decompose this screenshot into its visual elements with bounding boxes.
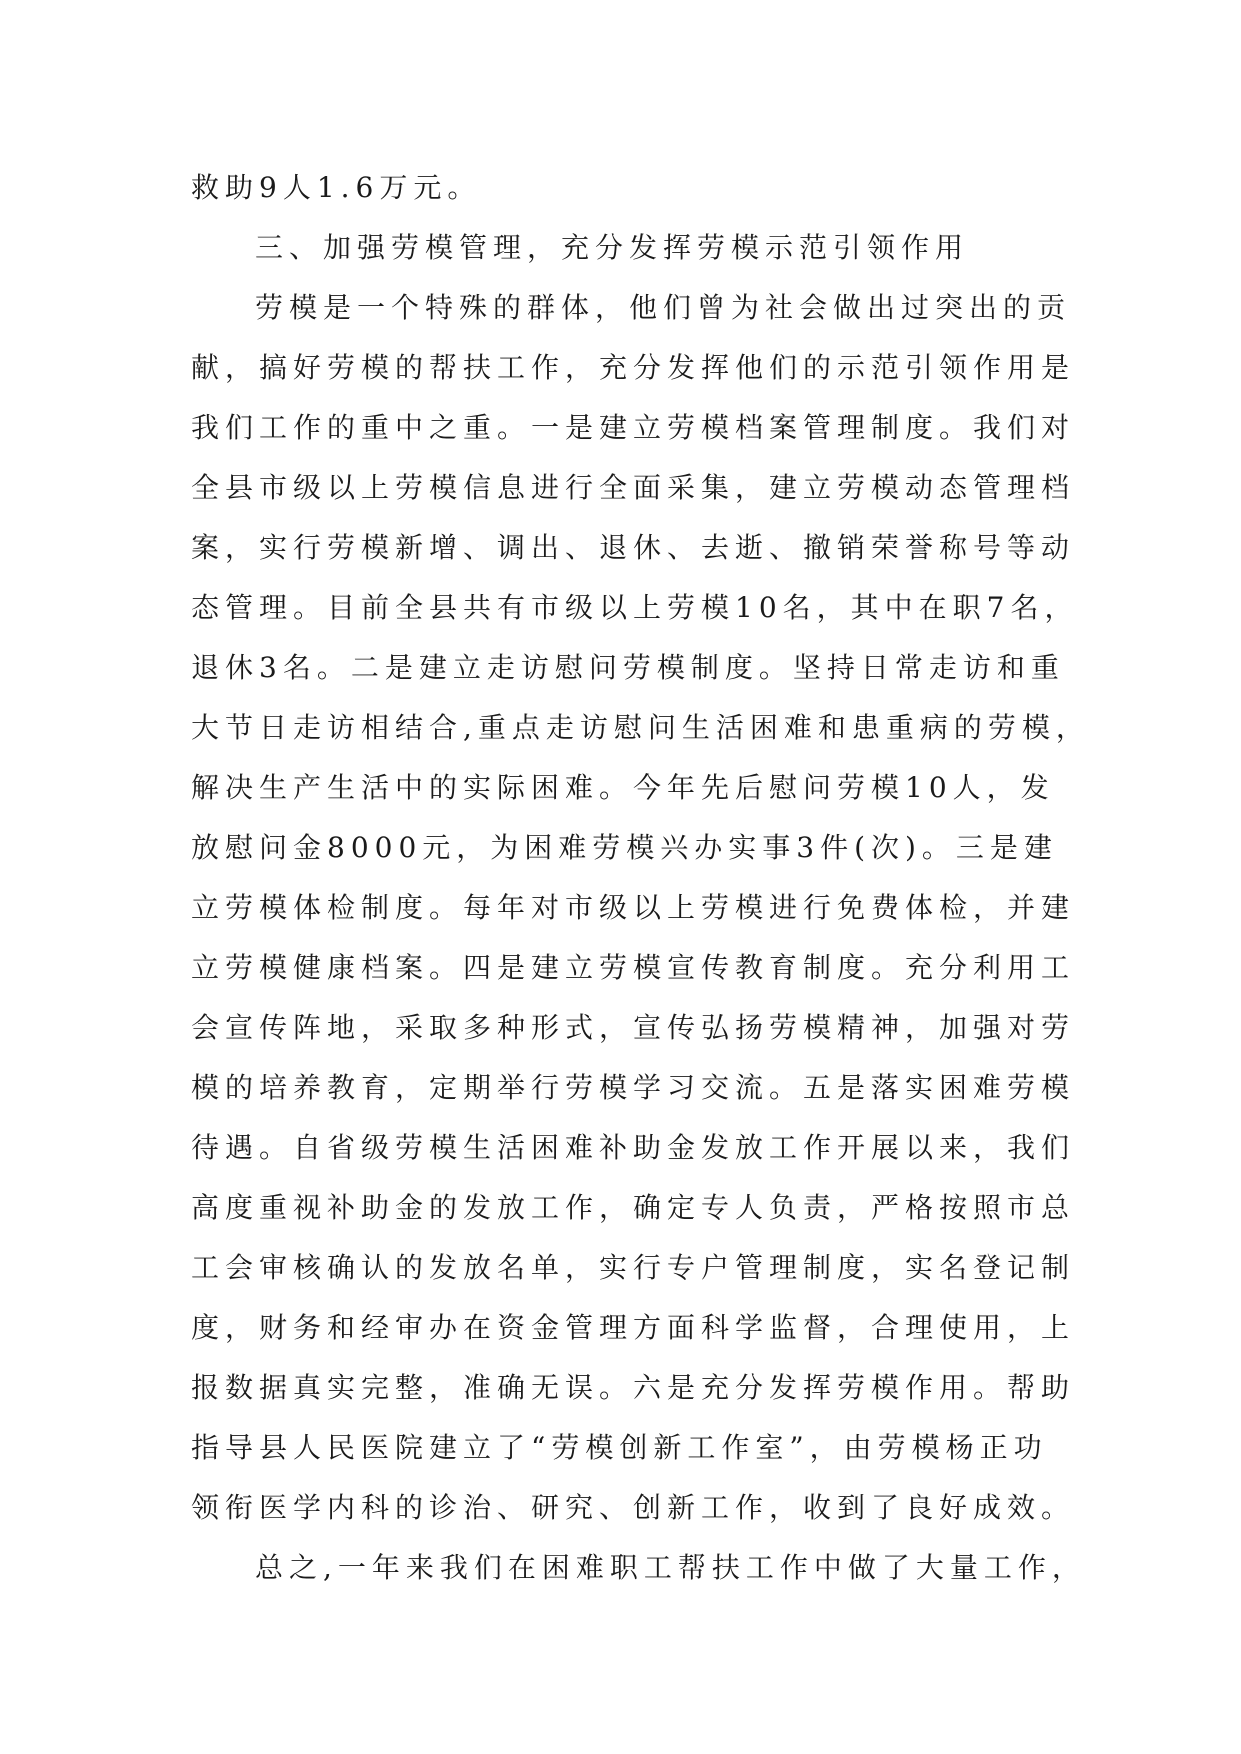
paragraph-first-line: 劳模是一个特殊的群体，他们曾为社会做出过突出的贡 bbox=[255, 291, 1072, 324]
text-line: 我们工作的重中之重。一是建立劳模档案管理制度。我们对 bbox=[191, 411, 1076, 444]
text-line: 立劳模健康档案。四是建立劳模宣传教育制度。充分利用工 bbox=[191, 951, 1076, 984]
text-line: 放慰问金8000元，为困难劳模兴办实事3件(次)。三是建 bbox=[191, 831, 1058, 864]
text-line: 报数据真实完整，准确无误。六是充分发挥劳模作用。帮助 bbox=[191, 1371, 1076, 1404]
text-line: 救助9人1.6万元。 bbox=[191, 171, 482, 204]
text-line: 会宣传阵地，采取多种形式，宣传弘扬劳模精神，加强对劳 bbox=[191, 1011, 1076, 1044]
document-body bbox=[191, 158, 1090, 1598]
text-line: 献，搞好劳模的帮扶工作，充分发挥他们的示范引领作用是 bbox=[191, 351, 1076, 384]
section-heading: 三、加强劳模管理，充分发挥劳模示范引领作用 bbox=[255, 231, 970, 264]
text-line: 工会审核确认的发放名单，实行专户管理制度，实名登记制 bbox=[191, 1251, 1076, 1284]
text-line: 解决生产生活中的实际困难。今年先后慰问劳模10人，发 bbox=[191, 771, 1055, 804]
text-line: 全县市级以上劳模信息进行全面采集，建立劳模动态管理档 bbox=[191, 471, 1076, 504]
text-line: 态管理。目前全县共有市级以上劳模10名，其中在职7名， bbox=[191, 591, 1079, 624]
text-line: 模的培养教育，定期举行劳模学习交流。五是落实困难劳模 bbox=[191, 1071, 1076, 1104]
text-line: 度，财务和经审办在资金管理方面科学监督，合理使用，上 bbox=[191, 1311, 1076, 1344]
text-line: 指导县人民医院建立了“劳模创新工作室”，由劳模杨正功 bbox=[191, 1431, 1048, 1464]
text-line: 高度重视补助金的发放工作，确定专人负责，严格按照市总 bbox=[191, 1191, 1076, 1224]
text-line: 领衔医学内科的诊治、研究、创新工作，收到了良好成效。 bbox=[191, 1491, 1076, 1524]
paragraph-first-line: 总之,一年来我们在困难职工帮扶工作中做了大量工作， bbox=[255, 1551, 1086, 1584]
text-line: 立劳模体检制度。每年对市级以上劳模进行免费体检，并建 bbox=[191, 891, 1076, 924]
text-line: 大节日走访相结合,重点走访慰问生活困难和患重病的劳模， bbox=[191, 711, 1090, 744]
text-line: 待遇。自省级劳模生活困难补助金发放工作开展以来，我们 bbox=[191, 1131, 1076, 1164]
text-line: 案，实行劳模新增、调出、退休、去逝、撤销荣誉称号等动 bbox=[191, 531, 1076, 564]
text-line: 退休3名。二是建立走访慰问劳模制度。坚持日常走访和重 bbox=[191, 651, 1065, 684]
